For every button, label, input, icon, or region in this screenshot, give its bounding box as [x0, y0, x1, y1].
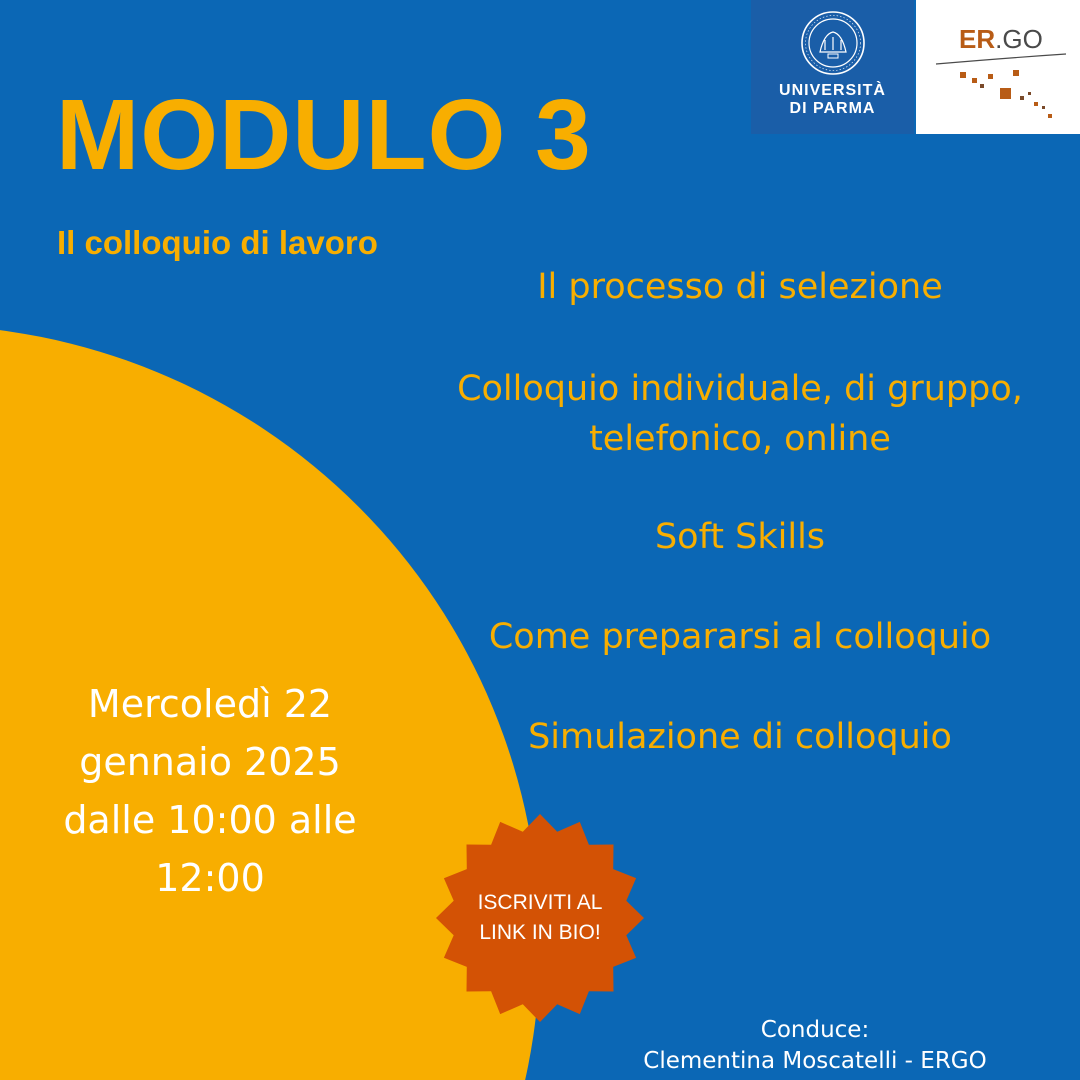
signup-badge-label [434, 812, 646, 1024]
ergo-wordmark-go: .GO [995, 24, 1043, 54]
university-name-line: UNIVERSITÀ [779, 82, 886, 99]
university-name [751, 82, 914, 118]
topic-item: Colloquio individuale, di gruppo, telefonico, online [457, 369, 1023, 459]
badge-line: LINK IN BIO! [479, 921, 601, 944]
ergo-logo [916, 0, 1080, 134]
universita-di-parma-logo [751, 0, 914, 134]
university-name-line: DI PARMA [789, 100, 876, 117]
credits-label: Conduce: [760, 1017, 870, 1043]
topic-item: Come prepararsi al colloquio [488, 617, 992, 657]
topic-item: Soft Skills [654, 517, 826, 557]
badge-line: ISCRIVITI AL [477, 891, 603, 914]
event-datetime [40, 675, 380, 907]
speaker-credits [600, 1015, 1030, 1077]
date-line: gennaio 2025 [79, 740, 341, 784]
signup-badge[interactable] [434, 812, 646, 1024]
time-line: 12:00 [155, 856, 265, 900]
ergo-wordmark-er: ER [959, 24, 996, 54]
time-line: dalle 10:00 alle [63, 798, 357, 842]
page-title: MODULO 3 [56, 79, 592, 191]
topic-item: Simulazione di colloquio [528, 717, 952, 757]
university-seal-icon [800, 10, 866, 76]
ergo-squares-icon [916, 0, 1080, 134]
credits-name: Clementina Moscatelli - ERGO [643, 1048, 987, 1074]
page-subtitle: Il colloquio di lavoro [57, 224, 378, 261]
topic-item: Il processo di selezione [537, 267, 943, 307]
date-line: Mercoledì 22 [87, 682, 333, 726]
